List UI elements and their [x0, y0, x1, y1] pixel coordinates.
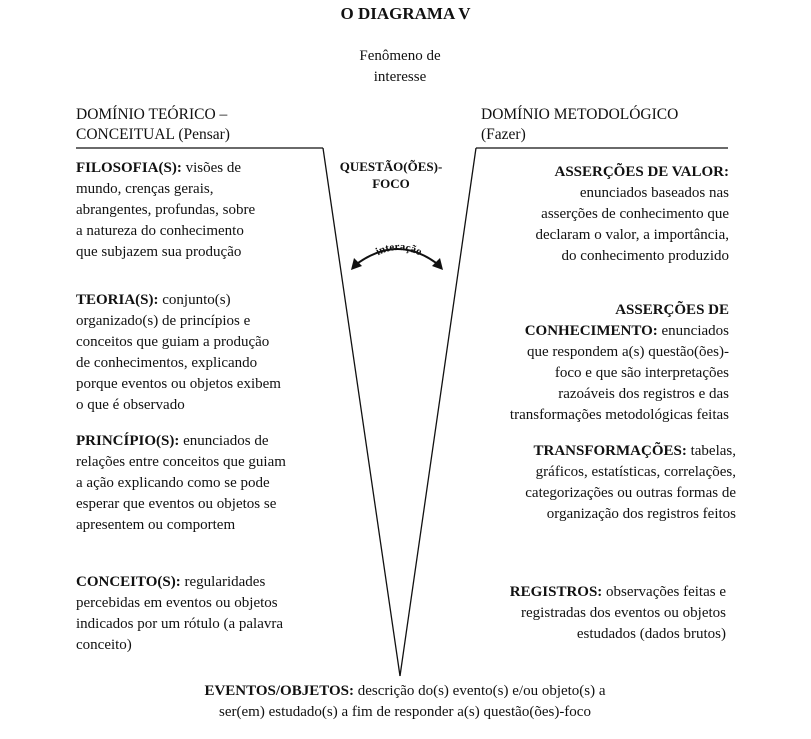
- item-text: percebidas em eventos ou objetos: [76, 595, 278, 611]
- value-claims-heading: ASSERÇÕES DE VALOR:: [554, 164, 729, 180]
- right-domain-line: DOMÍNIO METODOLÓGICO: [481, 106, 679, 123]
- knowledge-claims-heading: ASSERÇÕES DE: [615, 302, 729, 318]
- item-text: porque eventos ou objetos exibem: [76, 376, 281, 392]
- focus-question-line: FOCO: [372, 176, 410, 191]
- right-domain-label: [481, 105, 678, 145]
- item-text: enunciados: [657, 323, 729, 339]
- item-text: mundo, crenças gerais,: [76, 181, 214, 197]
- item-text: ser(em) estudado(s) a fim de responder a(s) questão(ões)-foco: [219, 704, 591, 720]
- theory-heading: TEORIA(S):: [76, 292, 159, 308]
- item-text: categorizações ou outras formas de: [525, 485, 736, 501]
- right-domain-line: (Fazer): [481, 126, 526, 143]
- item-text: conceito): [76, 637, 132, 653]
- item-text: do conhecimento produzido: [561, 248, 729, 264]
- item-text: a ação explicando como se pode: [76, 475, 270, 491]
- concept-item: [76, 572, 356, 656]
- item-text: organização dos registros feitos: [546, 506, 736, 522]
- transformations-item: [440, 441, 736, 525]
- item-text: a natureza do conhecimento: [76, 223, 244, 239]
- item-text: enunciados baseados nas: [579, 185, 729, 201]
- item-text: indicados por um rótulo (a palavra: [76, 616, 284, 632]
- philosophy-heading: FILOSOFIA(S):: [76, 160, 182, 176]
- principle-item: [76, 431, 356, 536]
- events-objects-item: [60, 681, 750, 723]
- item-text: esperar que eventos ou objetos se: [76, 496, 277, 512]
- item-text: transformações metodológicas feitas: [509, 407, 729, 423]
- item-text: tabelas,: [686, 443, 736, 459]
- left-domain-line: CONCEITUAL (Pensar): [76, 126, 230, 143]
- item-text: estudados (dados brutos): [576, 626, 726, 642]
- item-text: de conhecimentos, explicando: [76, 355, 258, 371]
- phenomenon-line: Fenômeno de: [359, 48, 441, 64]
- knowledge-claims-item: [440, 300, 729, 426]
- phenomenon-label: [300, 46, 500, 88]
- item-text: asserções de conhecimento que: [541, 206, 729, 222]
- philosophy-item: [76, 158, 356, 263]
- item-text: registradas dos eventos ou objetos: [521, 605, 726, 621]
- phenomenon-line: interesse: [373, 69, 427, 85]
- item-text: descrição do(s) evento(s) e/ou objeto(s) a: [353, 683, 606, 699]
- item-text: apresentem ou comportem: [76, 517, 236, 533]
- item-text: visões de: [181, 160, 242, 176]
- focus-question-line: QUESTÃO(ÕES)-: [339, 159, 443, 174]
- concept-heading: CONCEITO(S):: [76, 574, 181, 590]
- item-text: conceitos que guiam a produção: [76, 334, 270, 350]
- item-text: o que é observado: [76, 397, 185, 413]
- events-objects-heading: EVENTOS/OBJETOS:: [204, 683, 354, 699]
- principle-heading: PRINCÍPIO(S):: [76, 433, 180, 449]
- theory-item: [76, 290, 356, 416]
- item-text: razoáveis dos registros e das: [558, 386, 729, 402]
- diagram-title: O DIAGRAMA V: [340, 4, 471, 23]
- item-text: foco e que são interpretações: [554, 365, 729, 381]
- transformations-heading: TRANSFORMAÇÕES:: [533, 443, 687, 459]
- item-text: enunciados de: [179, 433, 269, 449]
- item-text: relações entre conceitos que guiam: [76, 454, 286, 470]
- item-text: conjunto(s): [158, 292, 231, 308]
- records-item: [430, 582, 726, 645]
- left-domain-line: DOMÍNIO TEÓRICO –: [76, 106, 228, 123]
- item-text: que subjazem sua produção: [76, 244, 242, 260]
- item-text: observações feitas e: [602, 584, 726, 600]
- item-text: declaram o valor, a importância,: [535, 227, 729, 243]
- left-domain-label: [76, 105, 230, 145]
- item-text: regularidades: [180, 574, 266, 590]
- item-text: organizado(s) de princípios e: [76, 313, 251, 329]
- item-text: que respondem a(s) questão(ões)-: [526, 344, 729, 360]
- knowledge-claims-heading-2: CONHECIMENTO:: [524, 323, 658, 339]
- records-heading: REGISTROS:: [509, 584, 603, 600]
- value-claims-item: [440, 162, 729, 267]
- interaction-label: interação: [373, 240, 424, 259]
- item-text: abrangentes, profundas, sobre: [76, 202, 256, 218]
- item-text: gráficos, estatísticas, correlações,: [535, 464, 736, 480]
